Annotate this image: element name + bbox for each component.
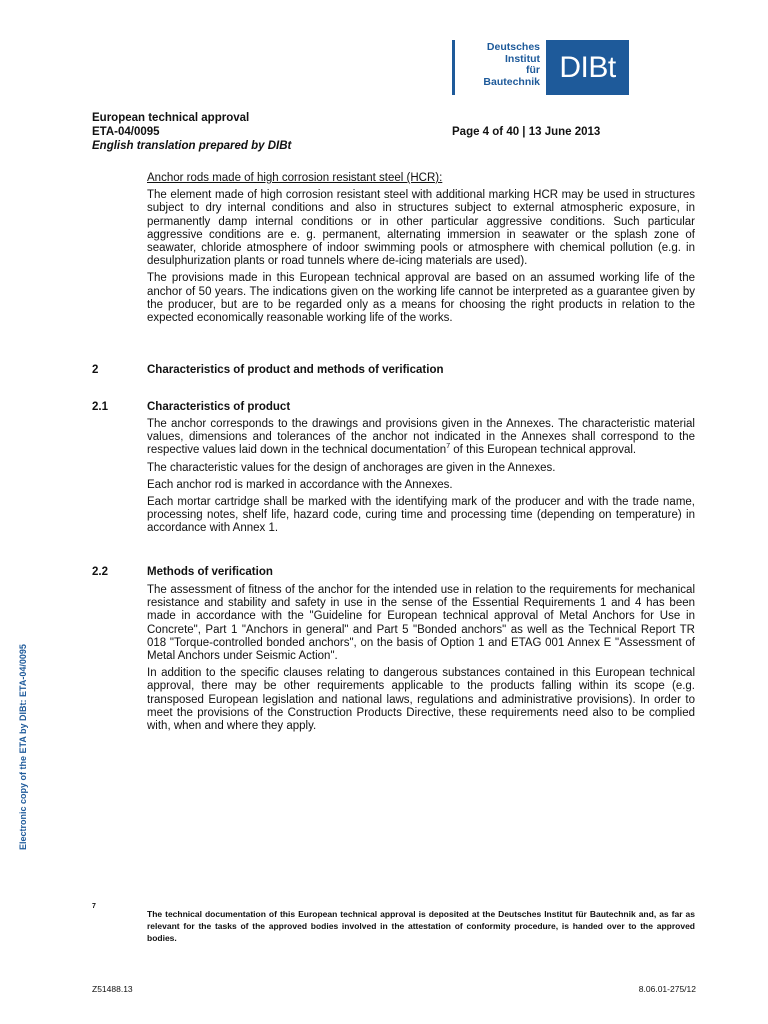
logo-wordmark — [465, 40, 540, 95]
footer-reference: 8.06.01-275/12 — [638, 984, 696, 994]
intro-heading: Anchor rods made of high corrosion resistant steel (HCR): — [147, 172, 443, 184]
document-subtitle: English translation prepared by DIBt — [92, 140, 292, 152]
page-indicator: Page 4 of 40 | 13 June 2013 — [452, 126, 601, 138]
section-2-1-paragraph-4: Each mortar cartridge shall be marked with the identifying mark of the producer and with the trade name, processing notes, shelf life, hazard code, curing time and processing time (depending on temperature) in accordance with Annex 1. — [147, 496, 695, 535]
section-2-1-paragraph-2: The characteristic values for the design of anchorages are given in the Annexes. — [147, 461, 556, 474]
section-number: 2.1 — [92, 401, 108, 413]
section-2-2-heading — [92, 566, 273, 578]
sidebar-copy-notice: Electronic copy of the ETA by DIBt: ETA-04/0095 — [18, 644, 28, 850]
section-2-1-paragraph-1: The anchor corresponds to the drawings and provisions given in the Annexes. The characteristic material values, dimensions and tolerances of the anchor not indicated in the Annexes shall correspond to the respective values laid down in the technical documentation$^7$ of this European technical approval. — [147, 418, 695, 457]
footnote-ref: 7 — [446, 443, 451, 451]
section-2-2-paragraph-2: In addition to the specific clauses relating to dangerous substances contained in this European technical approval, there may be other requirements applicable to the products falling within its scope (e.g. transposed European legislation and national laws, regulations and administrative provisions). In order to meet the provisions of the Construction Products Directive, these requirements need also to be complied with, when and where they apply. — [147, 667, 695, 733]
section-2-1-body — [147, 418, 695, 540]
logo-divider — [452, 40, 455, 95]
footer-doc-id: Z51488.13 — [92, 984, 133, 994]
section-2-1-paragraph-3: Each anchor rod is marked in accordance with the Annexes. — [147, 478, 453, 491]
logo-mark: DIBt — [546, 40, 629, 95]
intro-section — [147, 172, 695, 329]
section-2-1-heading — [92, 401, 290, 413]
document-title: European technical approval — [92, 112, 250, 124]
section-number: 2.2 — [92, 566, 108, 578]
section-2-2-body — [147, 584, 695, 737]
intro-paragraph-2: The provisions made in this European technical approval are based on an assumed working life of the anchor of 50 years. The indications given on the working life cannot be interpreted as a guarantee given by the producer, but are to be regarded only as a means for choosing the right products in relation to the expected economically reasonable working life of the works. — [147, 272, 695, 325]
document-number-row — [92, 125, 612, 139]
footnote-number: 7 — [92, 903, 96, 910]
footnote-text: The technical documentation of this European technical approval is deposited at the Deutsches Institut für Bautechnik and, as far as relevant for the tasks of the approved bodies involved in the attestation of conformity procedure, is handed over to the approved bodies. — [147, 909, 695, 943]
document-number: ETA-04/0095 — [92, 126, 160, 138]
intro-paragraph-1: The element made of high corrosion resistant steel with additional marking HCR may be used in structures subject to dry internal conditions and also in structures subject to external atmospheric exposure, in permanently damp internal conditions or in other particular aggressive conditions. Such particular aggressive conditions are e. g. permanent, alternating immersion in seawater or the splash zone of seawater, chloride atmosphere of indoor swimming pools or atmosphere with chemical pollution (e.g. in desulphurization plants or road tunnels where de-icing materials are used). — [147, 189, 695, 268]
document-header — [92, 111, 612, 153]
section-title: Characteristics of product and methods of verification — [147, 364, 444, 376]
section-title: Characteristics of product — [147, 401, 291, 413]
section-2-heading — [92, 364, 444, 376]
section-2-2-paragraph-1: The assessment of fitness of the anchor for the intended use in relation to the requirements for mechanical resistance and stability and safety in use in the sense of the Essential Requirements 1 and 4 has been made in accordance with the "Guideline for European technical approval of Metal Anchors for Use in Concrete", Part 1 "Anchors in general" and Part 5 "Bonded anchors" as well as the Technical Report TR 018 "Torque-controlled bonded anchors", on the basis of Option 1 and ETAG 001 Annex E "Assessment of Metal Anchors under Seismic Action". — [147, 584, 695, 663]
logo-line-4: Bautechnik — [483, 75, 540, 88]
section-title: Methods of verification — [147, 566, 273, 578]
dibt-logo — [452, 40, 629, 95]
section-number: 2 — [92, 364, 99, 376]
logo-line-1: Deutsches — [486, 41, 540, 53]
logo-line-2: Institut — [505, 52, 540, 65]
logo-line-3: für — [526, 64, 540, 76]
